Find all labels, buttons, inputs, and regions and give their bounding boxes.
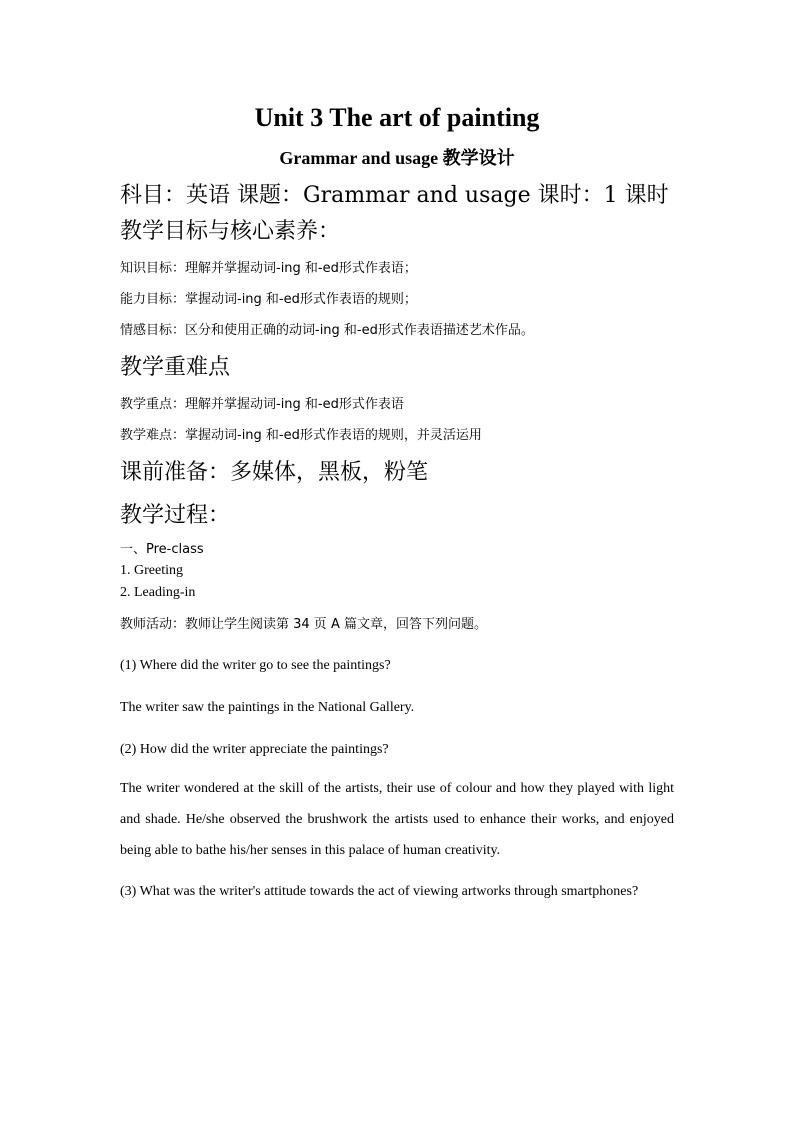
goal-emotion: 情感目标：区分和使用正确的动词-ing 和-ed形式作表语描述艺术作品。 xyxy=(120,323,534,338)
step-leading-in: 2. Leading-in xyxy=(120,585,196,600)
step-greeting: 1. Greeting xyxy=(120,563,183,578)
goals-heading: 教学目标与核心素养： xyxy=(120,219,341,244)
preparation-line: 课前准备：多媒体，黑板，粉笔 xyxy=(120,460,429,485)
answer-1: The writer saw the paintings in the National Gallery. xyxy=(120,700,415,715)
question-1: (1) Where did the writer go to see the paintings? xyxy=(120,658,391,673)
goal-ability: 能力目标：掌握动词-ing 和-ed形式作表语的规则； xyxy=(120,292,417,307)
course-info-line: 科目：英语 课题：Grammar and usage 课时：1 课时 xyxy=(120,183,669,208)
key-point-difficulty: 教学难点：掌握动词-ing 和-ed形式作表语的规则，并灵活运用 xyxy=(120,428,482,443)
question-2: (2) How did the writer appreciate the paintings? xyxy=(120,742,389,757)
document-subtitle: Grammar and usage 教学设计 xyxy=(279,148,515,168)
key-point-focus: 教学重点：理解并掌握动词-ing 和-ed形式作表语 xyxy=(120,397,404,412)
document-title: Unit 3 The art of painting xyxy=(254,103,540,132)
process-heading: 教学过程： xyxy=(120,503,231,528)
answer-2: The writer wondered at the skill of the artists, their use of colour and how they played with light and shade. He/she observed the brushwork the artists used to enhance their works, and enjoyed being able to bathe his/her senses in this palace of human creativity. xyxy=(120,781,674,858)
teacher-activity: 教师活动：教师让学生阅读第 34 页 A 篇文章，回答下列问题。 xyxy=(120,617,487,632)
key-points-heading: 教学重难点 xyxy=(120,355,231,380)
goal-knowledge: 知识目标：理解并掌握动词-ing 和-ed形式作表语； xyxy=(120,261,417,276)
section-pre-class: 一、Pre-class xyxy=(120,542,204,557)
question-3: (3) What was the writer's attitude towards the act of viewing artworks through smartphones? xyxy=(120,884,639,899)
